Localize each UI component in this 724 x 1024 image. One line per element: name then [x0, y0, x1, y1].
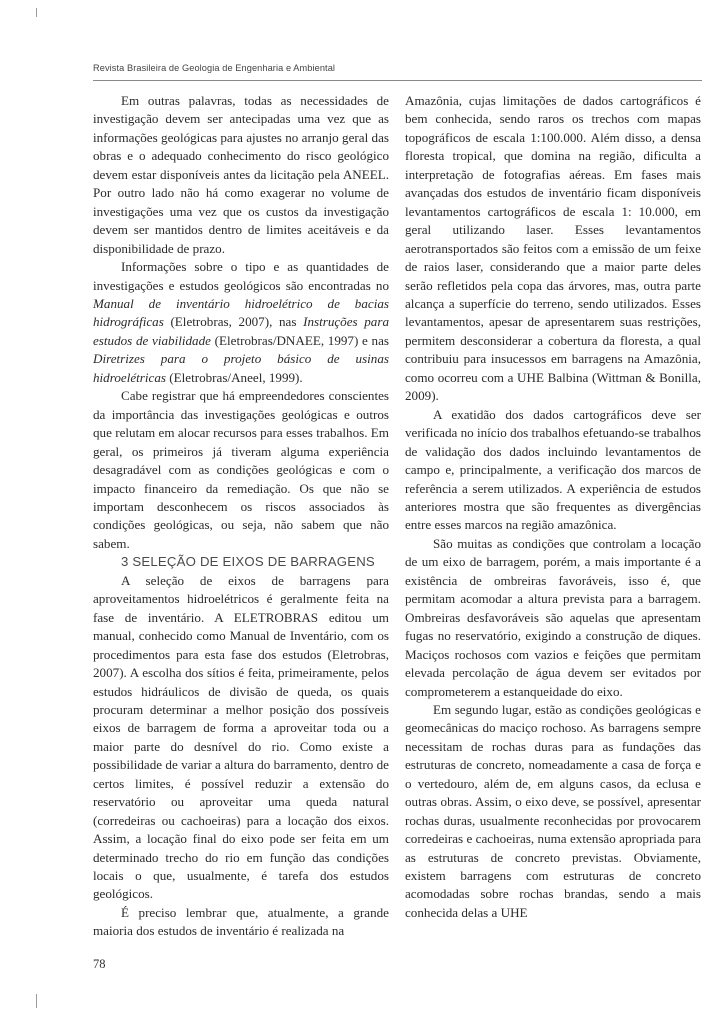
- left-column: [93, 92, 389, 941]
- section-title: 3 SELEÇÃO DE EIXOS DE BARRAGENS: [121, 554, 375, 570]
- crop-mark-top: [36, 8, 37, 17]
- paragraph-dam-axis-selection: A seleção de eixos de barragens para aproveitamentos hidroelétricos é geralmente feita na fase de inventário. A ELETROBRAS editou um manual, conhecido como Manual de Inventário, com os procedimentos para esta fase dos estudos (Eletrobras, 2007). A escolha dos sítios é feita, primeiramente, pelos estudos hidráulicos de divisão de queda, os quais procuram determinar a melhor posição dos possíveis eixos de barragem de forma a aproveitar toda ou a maior parte do desnível do rio. Como existe a possibilidade de variar a altura do barramento, dentro de certos limites, é possível reduzir a extensão do reservatório ou aproveitar uma queda natural (corredeiras ou cachoeiras) para a locação dos eixos. Assim, a locação final do eixo pode ser feita em um determinado trecho do rio em função das condições locais o que, usualmente, é tarefa dos estudos geológicos.: [93, 572, 389, 902]
- reference-title-manual: Manual de inventário hidroelétrico de bacias hidrográficas: [93, 295, 389, 330]
- paragraph-investigation-needs: Em outras palavras, todas as necessidades de investigação devem ser antecipadas uma vez que as informações geológicas para ajustes no arranjo geral das obras e o adequado conhecimento do risco geológico devem estar disponíveis antes da licitação pela ANEEL. Por outro lado não há como exagerar no volume de investigações uma vez que os custos da investigação devem ser mantidos dentro de limites aceitáveis e da disponibilidade de prazo.: [93, 93, 389, 256]
- paragraph-abutments: São muitas as condições que controlam a locação de um eixo de barragem, porém, a mais importante é a existência de ombreiras favoráveis, isso é, que permitam acomodar a altura prevista para a barragem. Ombreiras desfavoráveis são aquelas que apresentam fugas no reservatório, exigindo a construção de diques. Maciços rochosos com vazios e feições que permitam elevada percolação de água devem ser evitados por comprometerem a estanqueidade do eixo.: [405, 535, 701, 699]
- reference-text: (Eletrobras, 2007), nas: [163, 314, 304, 330]
- reference-title-diretrizes: Diretrizes para o projeto básico de usinas hidroelétricas: [93, 351, 389, 385]
- reference-text: (Eletrobras/Aneel, 1999).: [165, 369, 303, 385]
- reference-text: (Eletrobras/DNAEE, 1997) e nas: [210, 332, 389, 348]
- reference-title-instrucoes: Instruções para estudos de viabilidade: [93, 314, 389, 348]
- paragraph-manual-references: [93, 258, 389, 387]
- paragraph-entrepreneurs: Cabe registrar que há empreendedores conscientes da importância das investigações geológicas e outros que relutam em alocar recursos para esses trabalhos. Em geral, os primeiros já tiveram alguma experiência desagradável com as condições geológicas e com o impacto financeiro da remediação. Os que não se importam desconhecem os riscos associados às condições geológicas, ou seja, não sabem que não sabem.: [93, 388, 389, 551]
- right-column: [405, 92, 701, 922]
- paragraph-rock-mass-conditions: Em segundo lugar, estão as condições geológicas e geomecânicas do maciço rochoso. As barragens sempre necessitam de rochas duras para as fundações das estruturas de concreto, nomeadamente a casa de força e o vertedouro, além de, em alguns casos, da eclusa e outras obras. Assim, o eixo deve, se possível, apresentar rochas duras, usualmente reconhecidas por provocarem corredeiras e cachoeiras, numa extensão apropriada para as estruturas de concreto previstas. Obviamente, existem barragens com estruturas de concreto acomodadas sobre rochas brandas, sendo a mais conhecida delas a UHE: [405, 701, 701, 920]
- paragraph-inventory-studies: É preciso lembrar que, atualmente, a grande maioria dos estudos de inventário é realizada na: [93, 904, 389, 939]
- crop-mark-bottom: [36, 994, 37, 1008]
- journal-running-head: Revista Brasileira de Geologia de Engenharia e Ambiental: [93, 63, 336, 73]
- header-rule: [93, 80, 702, 81]
- paragraph-data-accuracy: A exatidão dos dados cartográficos deve ser verificada no início dos trabalhos efetuando-se trabalhos de validação dos dados incluindo levantamentos de campo e, principalmente, a verificação dos marcos de referência a serem utilizados. A experiência de estudos anteriores mostra que são frequentes as divergências entre esses marcos na região amazônica.: [405, 406, 701, 533]
- reference-text: Informações sobre o tipo e as quantidades de investigações e estudos geológicos são encontradas no: [93, 259, 389, 293]
- paragraph-amazon-cartography: Amazônia, cujas limitações de dados cartográficos é bem conhecida, sendo raros os trechos com mapas topográficos de escala 1:100.000. Além disso, a densa floresta tropical, que domina na região, dificulta a interpretação de fotografias aéreas. Em fases mais avançadas dos estudos de inventário ficam disponíveis levantamentos cartográficos de escala 1: 10.000, em geral utilizando laser. Esses levantamentos aerotransportados são feitos com a emissão de um feixe de raios laser, considerando que a maior parte deles serão refletidos pela copa das árvores, mas, outra parte alcança a superfície do terreno, sendo utilizados. Esses levantamentos, apesar de apresentarem suas restrições, permitem desconsiderar a cobertura da floresta, a qual contribuiu para insucessos em barragens na Amazônia, como ocorreu com a UHE Balbina (Wittman & Bonilla, 2009).: [405, 93, 701, 404]
- page-number: 78: [93, 957, 106, 971]
